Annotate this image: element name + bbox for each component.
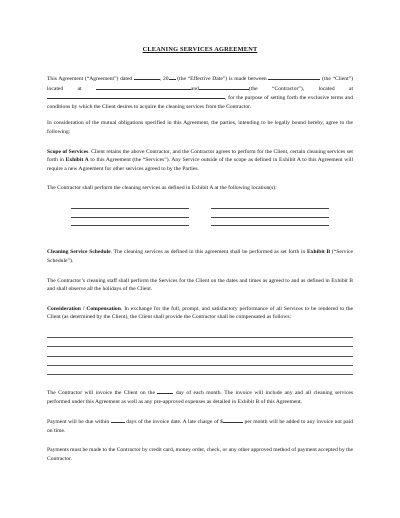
location-line bbox=[71, 218, 189, 227]
location-line bbox=[71, 201, 189, 210]
exhibit-a-ref: Exhibit A bbox=[65, 157, 89, 164]
schedule-paragraph bbox=[47, 248, 353, 265]
date-blank bbox=[134, 74, 160, 80]
intro-text: , bbox=[225, 95, 227, 102]
compensation-paragraph bbox=[47, 305, 353, 322]
document-title: CLEANING SERVICES AGREEMENT bbox=[142, 46, 258, 53]
schedule-text: . The cleaning services as defined in this agreement shall be performed as set forth in bbox=[110, 249, 308, 256]
compensation-line bbox=[47, 347, 353, 356]
invoice-day-blank bbox=[157, 388, 173, 394]
invoice-text: day of each month. The invoice will include any and all cleaning services performed under this Agreement as well as any pre-approved expenses as detailed in Exhibit B of this Agreement. bbox=[47, 389, 353, 405]
year-blank bbox=[169, 74, 176, 80]
compensation-line bbox=[47, 329, 353, 338]
compensation-text: . In exchange for the full, prompt, and satisfactory performance of all Services to be rendered to the Client (as determined by the Client), the Client shall provide the Contractor shall be compensated as follows: bbox=[47, 305, 353, 321]
scope-paragraph bbox=[47, 148, 353, 174]
compensation-line bbox=[47, 338, 353, 347]
consideration-paragraph: In consideration of the mutual obligations specified in this Agreement, the parties, intending to be legally bound hereby, agree to the following: bbox=[47, 120, 353, 135]
intro-text: , 20 bbox=[159, 76, 169, 82]
intro-text: (the “Effective Date”) is made between bbox=[175, 76, 269, 82]
location-column-left bbox=[71, 201, 189, 227]
staff-paragraph: The Contractor’s cleaning staff shall perform the Services for the Client on the dates and times as agreed to and as defined in Exhibit B and shall observe all the holidays of the Client. bbox=[47, 277, 353, 293]
contractor-address-blank bbox=[47, 93, 227, 102]
location-lines bbox=[47, 201, 353, 227]
payment-paragraph bbox=[47, 417, 353, 435]
schedule-heading: Cleaning Service Schedule bbox=[47, 249, 111, 256]
scope-text: . Client retains the above Contractor, and the Contractor agrees to perform for the Client, certain cleaning services set forth in bbox=[47, 148, 353, 164]
intro-text: (the “Contractor”), located at bbox=[248, 85, 354, 92]
location-line bbox=[211, 218, 329, 227]
due-days-blank bbox=[111, 417, 125, 423]
scope-heading: Scope of Services bbox=[47, 148, 89, 155]
contractor-name-blank bbox=[199, 84, 249, 90]
client-address-blank bbox=[96, 84, 191, 90]
intro-text: and bbox=[190, 85, 199, 92]
compensation-line bbox=[47, 366, 353, 375]
schedule-text: (“Service Schedule”). bbox=[47, 249, 353, 265]
intro-paragraph bbox=[47, 74, 353, 111]
compensation-heading: Consideration / Compensation bbox=[47, 305, 121, 312]
exhibit-b-ref: Exhibit B bbox=[307, 249, 331, 256]
location-line bbox=[211, 201, 329, 210]
location-line bbox=[71, 209, 189, 218]
intro-text: (the “Client”) located at bbox=[47, 76, 354, 92]
payment-text: days of the invoice date. A late charge of $ bbox=[124, 419, 223, 426]
compensation-line bbox=[47, 357, 353, 366]
compensation-lines bbox=[47, 329, 353, 375]
payment-text: per month will be added to any invoice not paid on time. bbox=[47, 419, 354, 434]
invoice-paragraph bbox=[47, 388, 353, 406]
invoice-text: The Contractor will invoice the Client on the bbox=[47, 389, 158, 396]
client-name-blank bbox=[268, 74, 320, 80]
scope-text: to this Agreement (the “Services”). Any Service outside of the scope as defined in Exhibit A to this Agreement will require a new Agreement for other services agreed to by the Parties. bbox=[47, 157, 353, 172]
payment-text: Payment will be due within bbox=[47, 419, 111, 426]
locations-intro: The Contractor shall perform the cleaning services as defined in Exhibit A at the following location(s): bbox=[47, 185, 277, 192]
payment-methods-paragraph: Payments must be made to the Contractor by credit card, money order, check, or any other approved method of payment accepted by the Contractor. bbox=[47, 447, 353, 462]
location-column-right bbox=[211, 201, 329, 227]
location-line bbox=[211, 209, 329, 218]
intro-text: This Agreement (“Agreement”) dated bbox=[47, 76, 134, 82]
late-charge-blank bbox=[223, 417, 243, 423]
intro-text: for the purpose of setting forth the exclusive terms and conditions by which the Client desires to acquire the cleaning services from the Contractor. bbox=[47, 95, 353, 110]
